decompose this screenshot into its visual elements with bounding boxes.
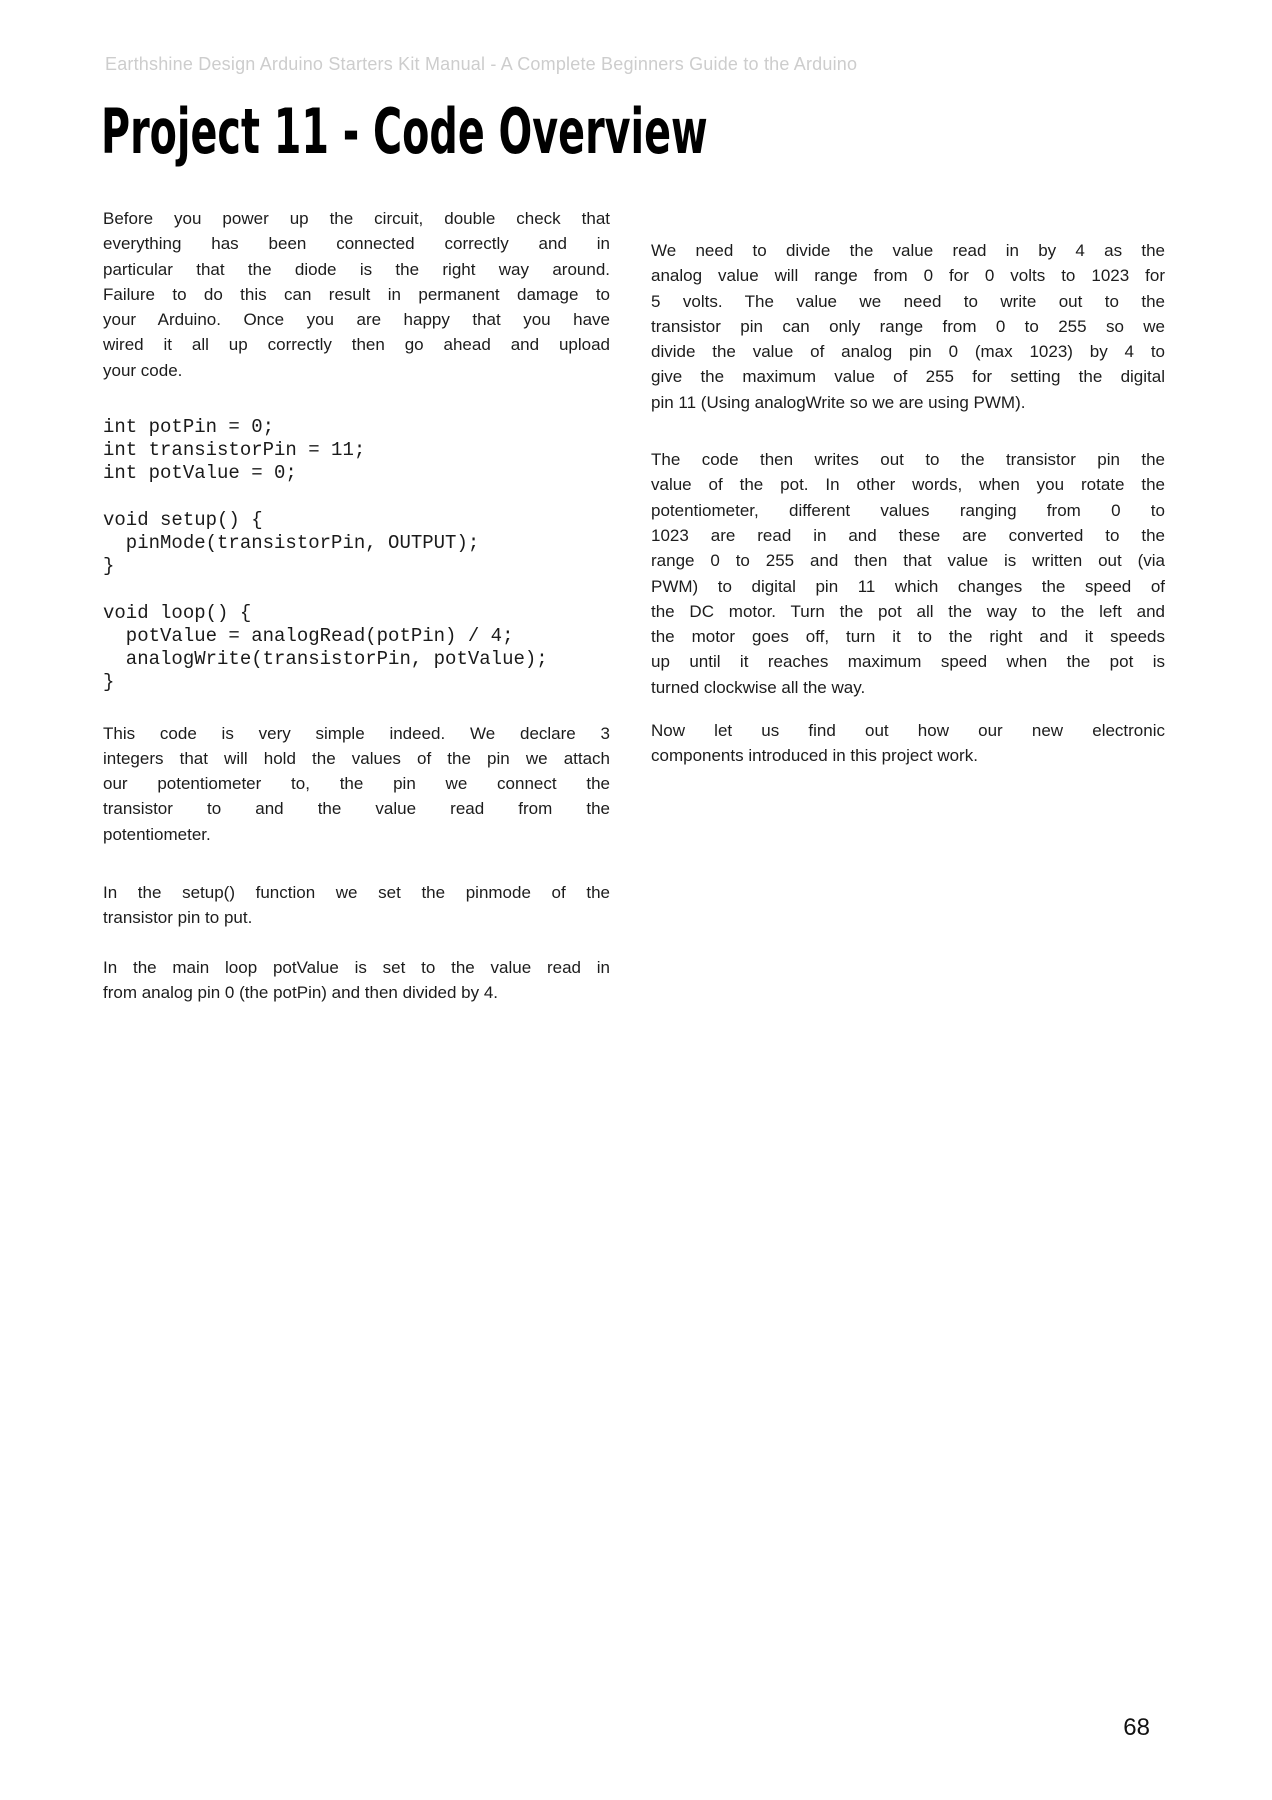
page-number: 68 — [1123, 1714, 1150, 1741]
code-block — [103, 416, 610, 694]
text-line: transistor to and the value read from the — [103, 799, 610, 819]
paragraph-main-loop — [103, 955, 610, 1006]
code-line: } — [103, 671, 115, 694]
text-line: We need to divide the value read in by 4 as the — [651, 241, 1165, 260]
text-line: particular that the diode is the right way around. — [103, 259, 610, 279]
code-line — [103, 486, 610, 509]
left-column — [103, 206, 610, 1005]
code-line: potValue = analogRead(potPin) / 4; — [103, 624, 514, 647]
text-line: 5 volts. The value we need to write out to the — [651, 291, 1165, 311]
text-line: the motor goes off, turn it to the right and it speeds — [651, 627, 1165, 647]
text-line: value of the pot. In other words, when you rotate the — [651, 475, 1165, 495]
code-line: pinMode(transistorPin, OUTPUT); — [103, 532, 480, 555]
text-line: integers that will hold the values of the pin we attach — [103, 748, 610, 768]
text-line: from analog pin 0 (the potPin) and then divided by 4. — [103, 982, 499, 1002]
text-line: up until it reaches maximum speed when the pot is — [651, 652, 1165, 672]
paragraph-setup-function — [103, 880, 610, 931]
text-line: PWM) to digital pin 11 which changes the speed of — [651, 576, 1165, 596]
text-line: This code is very simple indeed. We declare 3 — [103, 723, 610, 743]
text-line: give the maximum value of 255 for setting the digital — [651, 367, 1165, 387]
text-line: Failure to do this can result in permanent damage to — [103, 284, 610, 304]
text-line: The code then writes out to the transistor pin the — [651, 450, 1165, 470]
text-line: turned clockwise all the way. — [651, 677, 866, 697]
code-line: analogWrite(transistorPin, potValue); — [103, 648, 548, 671]
code-line: } — [103, 555, 115, 578]
text-line: range 0 to 255 and then that value is written out (via — [651, 551, 1165, 571]
text-line: divide the value of analog pin 0 (max 1023) by 4 to — [651, 342, 1165, 362]
text-line: wired it all up correctly then go ahead and upload — [103, 335, 610, 355]
paragraph-divide-by-4 — [651, 238, 1165, 415]
text-line: Before you power up the circuit, double check that — [103, 209, 610, 228]
text-line: 1023 are read in and these are converted to the — [651, 525, 1165, 545]
text-line: In the setup() function we set the pinmode of the — [103, 883, 610, 902]
right-column — [651, 238, 1165, 769]
code-line: int potValue = 0; — [103, 462, 297, 485]
text-line: In the main loop potValue is set to the value read in — [103, 957, 610, 977]
code-line: int transistorPin = 11; — [103, 439, 366, 462]
paragraph-pot-behaviour — [651, 447, 1165, 700]
code-line: int potPin = 0; — [103, 416, 275, 439]
code-line: void setup() { — [103, 508, 263, 531]
text-line: potentiometer, different values ranging from 0 to — [651, 500, 1165, 520]
text-line: analog value will range from 0 for 0 volts to 1023 for — [651, 266, 1165, 286]
text-line: your Arduino. Once you are happy that you have — [103, 310, 610, 330]
text-line: Now let us find out how our new electronic — [651, 721, 1165, 741]
text-line: everything has been connected correctly and in — [103, 234, 610, 254]
paragraph-code-explanation — [103, 721, 610, 847]
code-line — [103, 579, 610, 602]
text-line: pin 11 (Using analogWrite so we are using PWM). — [651, 392, 1026, 412]
text-line: transistor pin to put. — [103, 908, 253, 928]
text-line: your code. — [103, 360, 183, 380]
page-title: Project 11 - Code Overview — [101, 95, 708, 168]
text-line: components introduced in this project work. — [651, 746, 978, 766]
text-line: potentiometer. — [103, 824, 211, 844]
paragraph-intro — [103, 206, 610, 383]
text-line: our potentiometer to, the pin we connect the — [103, 774, 610, 794]
code-line: void loop() { — [103, 601, 252, 624]
text-line: the DC motor. Turn the pot all the way to the left and — [651, 601, 1165, 621]
paragraph-closing — [651, 718, 1165, 769]
text-line: transistor pin can only range from 0 to 255 so we — [651, 316, 1165, 336]
page-header-text: Earthshine Design Arduino Starters Kit Manual - A Complete Beginners Guide to the Arduino — [105, 54, 858, 74]
